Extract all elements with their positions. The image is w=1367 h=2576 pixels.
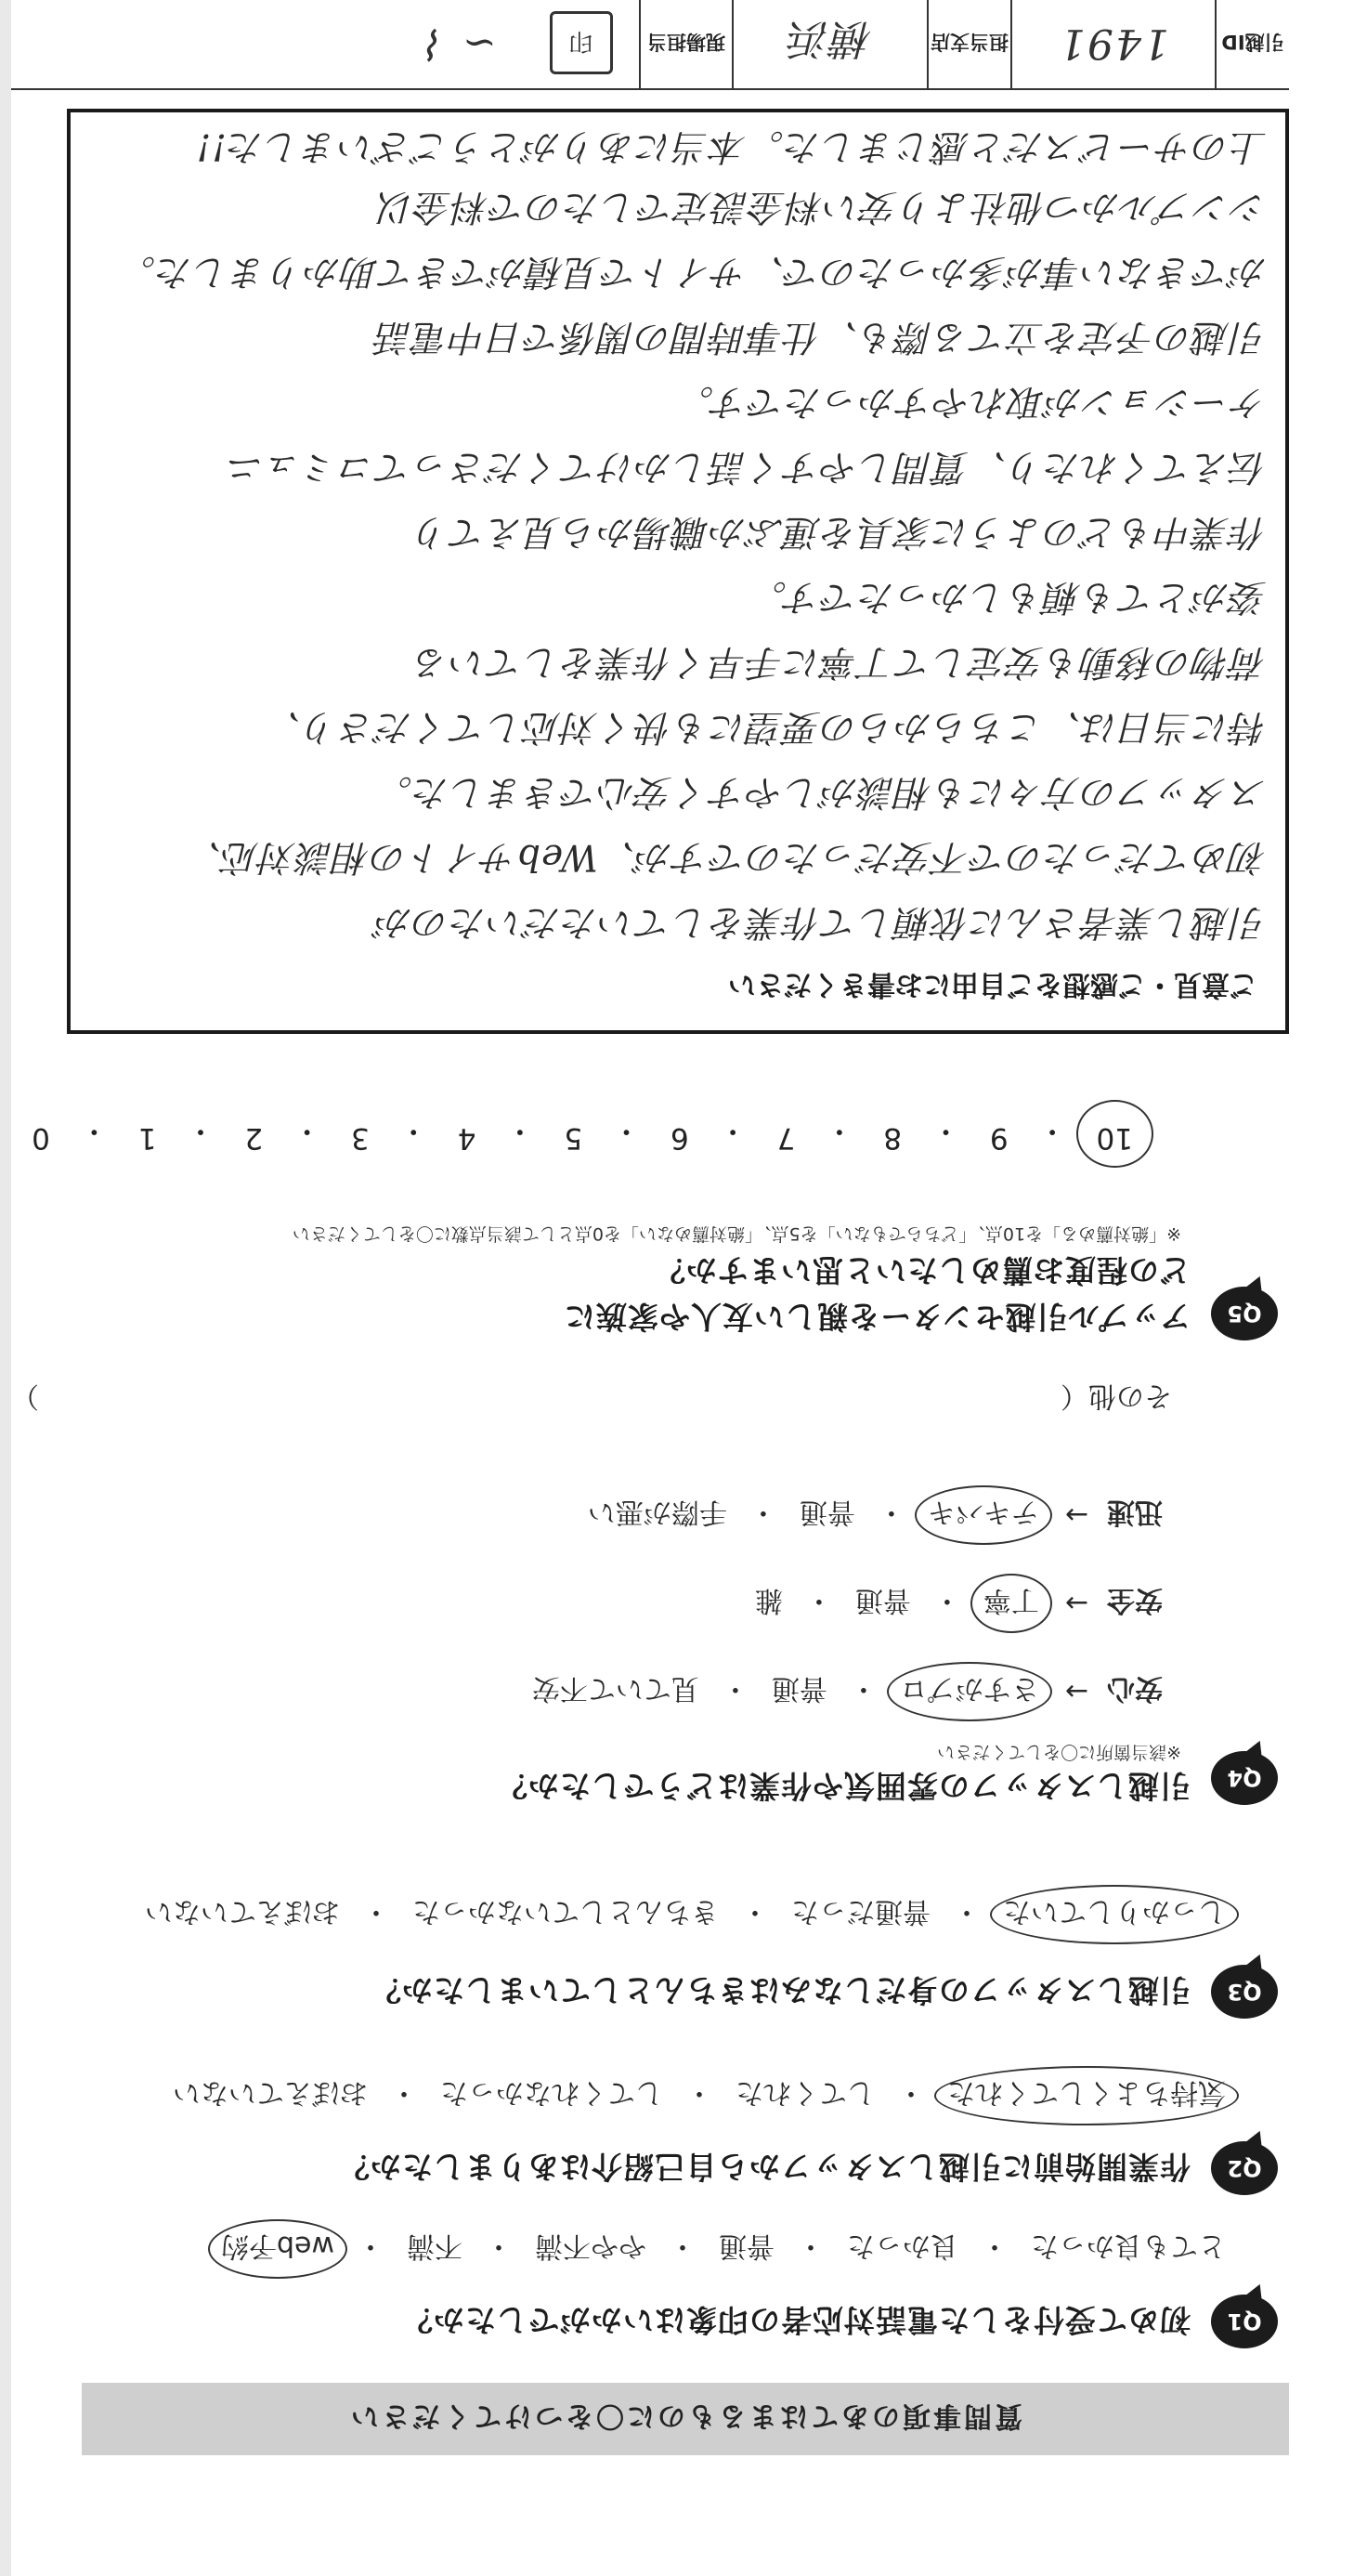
q4-other-label: その他 <box>1088 1380 1172 1412</box>
q4-title: 引越しスタッフの雰囲気や作業はどうでしたか？ <box>496 1768 1191 1804</box>
arrow-icon: → <box>1064 1675 1088 1708</box>
q4-other: その他（ <box>1061 1380 1172 1412</box>
q5-title-line2: どの程度お薦めしたいと思いますか？ <box>654 1252 1191 1288</box>
q5-scores: 10 ・ 9 ・ 8 ・ 7 ・ 6 ・ 5 ・ 4 ・ 3 ・ 2 ・ 1 ・ 0 <box>32 1114 1133 1155</box>
q4-row-jinsoku: 迅速 → テキパキ ・ 普通 ・ 手際が悪い <box>586 1495 1163 1536</box>
q1-option[interactable]: 良かった <box>847 2229 958 2262</box>
score-option[interactable]: 6 <box>670 1121 689 1155</box>
score-option[interactable]: 9 <box>989 1121 1009 1155</box>
q2-options: 気持ちよくしてくれた ・ してくれた ・ してくれなかった ・ おぼえていない <box>171 2075 1228 2116</box>
staff-signature-cell <box>397 0 639 88</box>
arrow-icon: → <box>1064 1587 1088 1620</box>
q2-badge: Q2 <box>1211 2141 1278 2195</box>
q4-row-label: 安心 <box>1107 1672 1163 1705</box>
q4-option-selected[interactable]: テキパキ <box>926 1495 1041 1536</box>
q3-options: しっかりしていた ・ 普通だった ・ きちんとしていなかった ・ おぼえていない <box>143 1894 1228 1935</box>
staff-label-cell: 現場担当 <box>639 0 732 88</box>
q3-option[interactable]: おぼえていない <box>145 1895 340 1928</box>
score-option-selected[interactable]: 10 <box>1095 1113 1135 1155</box>
comment-line: 初めてだったので不安だったのですが、Webサイトの相談対応、 <box>184 836 1267 878</box>
page-edge-shadow <box>0 0 11 2576</box>
staff-id-table <box>0 0 1289 90</box>
q2-option-selected[interactable]: 気持ちよくしてくれた <box>945 2075 1228 2116</box>
id-label-cell: 引越ID <box>1215 0 1289 88</box>
hanko-stamp-icon: 印 <box>550 12 613 75</box>
q2-option[interactable]: おぼえていない <box>173 2076 368 2109</box>
comment-title: ご意見・ご感想をご自由にお書きください <box>728 968 1257 1000</box>
branch-label-cell: 担当支店 <box>927 0 1010 88</box>
q4-option[interactable]: 見ていて不安 <box>531 1672 699 1705</box>
q2-option[interactable]: してくれた <box>736 2076 875 2109</box>
q1-option[interactable]: 普通 <box>719 2229 775 2262</box>
comment-line: 作業中もどのように家具を運ぶか職場から見えてり <box>411 511 1267 553</box>
banner-text: 質問事項のあてはまるものに〇をつけてください <box>348 2399 1022 2432</box>
score-option[interactable]: 8 <box>883 1121 902 1155</box>
q4-other-close: ） <box>11 1380 39 1412</box>
score-option[interactable]: 1 <box>137 1121 157 1155</box>
score-option[interactable]: 2 <box>244 1121 264 1155</box>
comment-line: ができない事が多かったので、サイトで見積ができて助かりました。 <box>118 251 1267 293</box>
comment-line: 荷物の移動も安定して丁寧に手早く作業をしている <box>411 641 1267 683</box>
instructions-banner <box>82 2383 1289 2455</box>
q4-option[interactable]: 手際が悪い <box>587 1496 727 1528</box>
q2-title: 作業開始前に引越しスタッフから自己紹介はありましたか？ <box>338 2149 1191 2185</box>
arrow-icon: → <box>1064 1498 1088 1532</box>
q4-row-label: 迅速 <box>1107 1496 1163 1528</box>
q3-option-selected[interactable]: しっかりしていた <box>1001 1894 1228 1935</box>
q4-option[interactable]: 普通 <box>854 1584 911 1616</box>
q5-badge: Q5 <box>1211 1287 1278 1340</box>
comment-line: 上のサービスだと感じました。本当にありがとうございました!! <box>195 125 1267 167</box>
q1-option-selected[interactable]: web予約 <box>219 2229 336 2269</box>
q4-option[interactable]: 普通 <box>771 1672 827 1705</box>
q1-option[interactable]: とても良かった <box>1031 2229 1226 2262</box>
comment-line: 引越の予定を立てる際も、仕事時間の関係で日中電話 <box>374 316 1267 358</box>
handwritten-signature: ∽ ⌇ <box>423 20 497 67</box>
q4-note: ※該当箇所に〇をしてください <box>937 1742 1181 1762</box>
comment-line: シンプルかつ他社より安い料金設定でしたので料金以 <box>377 186 1267 228</box>
score-option[interactable]: 0 <box>32 1121 50 1155</box>
score-option[interactable]: 7 <box>776 1121 796 1155</box>
score-option[interactable]: 5 <box>564 1121 583 1155</box>
branch-value-cell: 横浜 <box>732 0 927 88</box>
score-option[interactable]: 3 <box>351 1121 370 1155</box>
q4-other-field[interactable] <box>58 1383 1061 1415</box>
q3-option[interactable]: 普通だった <box>791 1895 931 1928</box>
comment-line: ケーションが取れやすかったです。 <box>676 381 1267 423</box>
id-value-cell: 1491 <box>1010 0 1215 88</box>
q3-badge: Q3 <box>1211 1965 1278 2019</box>
score-option[interactable]: 4 <box>457 1121 476 1155</box>
comment-line: 特に当日は、こちらからの要望にも快く対応してくださり、 <box>263 706 1267 748</box>
comment-line: スタッフの方々にも相談がしやすく安心できました。 <box>374 771 1267 813</box>
q4-option[interactable]: 普通 <box>799 1496 855 1528</box>
q2-option[interactable]: してくれなかった <box>440 2076 663 2109</box>
q4-row-anshin: 安心 → さすがプロ ・ 普通 ・ 見ていて不安 <box>530 1671 1163 1712</box>
q1-title: 初めて受付をした電話対応者の印象はいかがでしたか？ <box>401 2302 1191 2338</box>
q4-option[interactable]: 雑 <box>754 1584 783 1616</box>
q1-badge: Q1 <box>1211 2295 1278 2348</box>
comment-line: 伝えてくれたり、質問しやすく話しかけてくださってコミュニ <box>227 446 1267 488</box>
q1-option[interactable]: 不満 <box>407 2229 462 2262</box>
q5-title-line1: アップル引越センターを親しい友人や家族に <box>563 1299 1191 1335</box>
q1-option[interactable]: やや不満 <box>535 2229 646 2262</box>
q4-option-selected[interactable]: さすがプロ <box>898 1671 1041 1712</box>
q4-badge: Q4 <box>1211 1751 1278 1805</box>
comment-line: 引越し業者さんに依頼して作業をしていただいたのが <box>374 901 1267 943</box>
comment-box[interactable] <box>67 109 1289 1034</box>
q4-row-label: 安全 <box>1107 1584 1163 1616</box>
comment-line: 姿がとても頼もしかったです。 <box>749 576 1267 618</box>
q1-options: とても良かった ・ 良かった ・ 普通 ・ やや不満 ・ 不満 ・ web予約 <box>219 2229 1228 2269</box>
q5-note: ※「絶対薦める」を10点、「どちらでもない」を5点、「絶対薦めない」を0点として該当点数に〇をしてください <box>292 1223 1181 1244</box>
q3-title: 引越しスタッフの身だしなみはきちんとしていましたか？ <box>370 1972 1191 2008</box>
q3-option[interactable]: きちんとしていなかった <box>412 1895 719 1928</box>
q4-option-selected[interactable]: 丁寧 <box>982 1583 1041 1624</box>
q4-row-anzen: 安全 → 丁寧 ・ 普通 ・ 雑 <box>753 1583 1163 1624</box>
